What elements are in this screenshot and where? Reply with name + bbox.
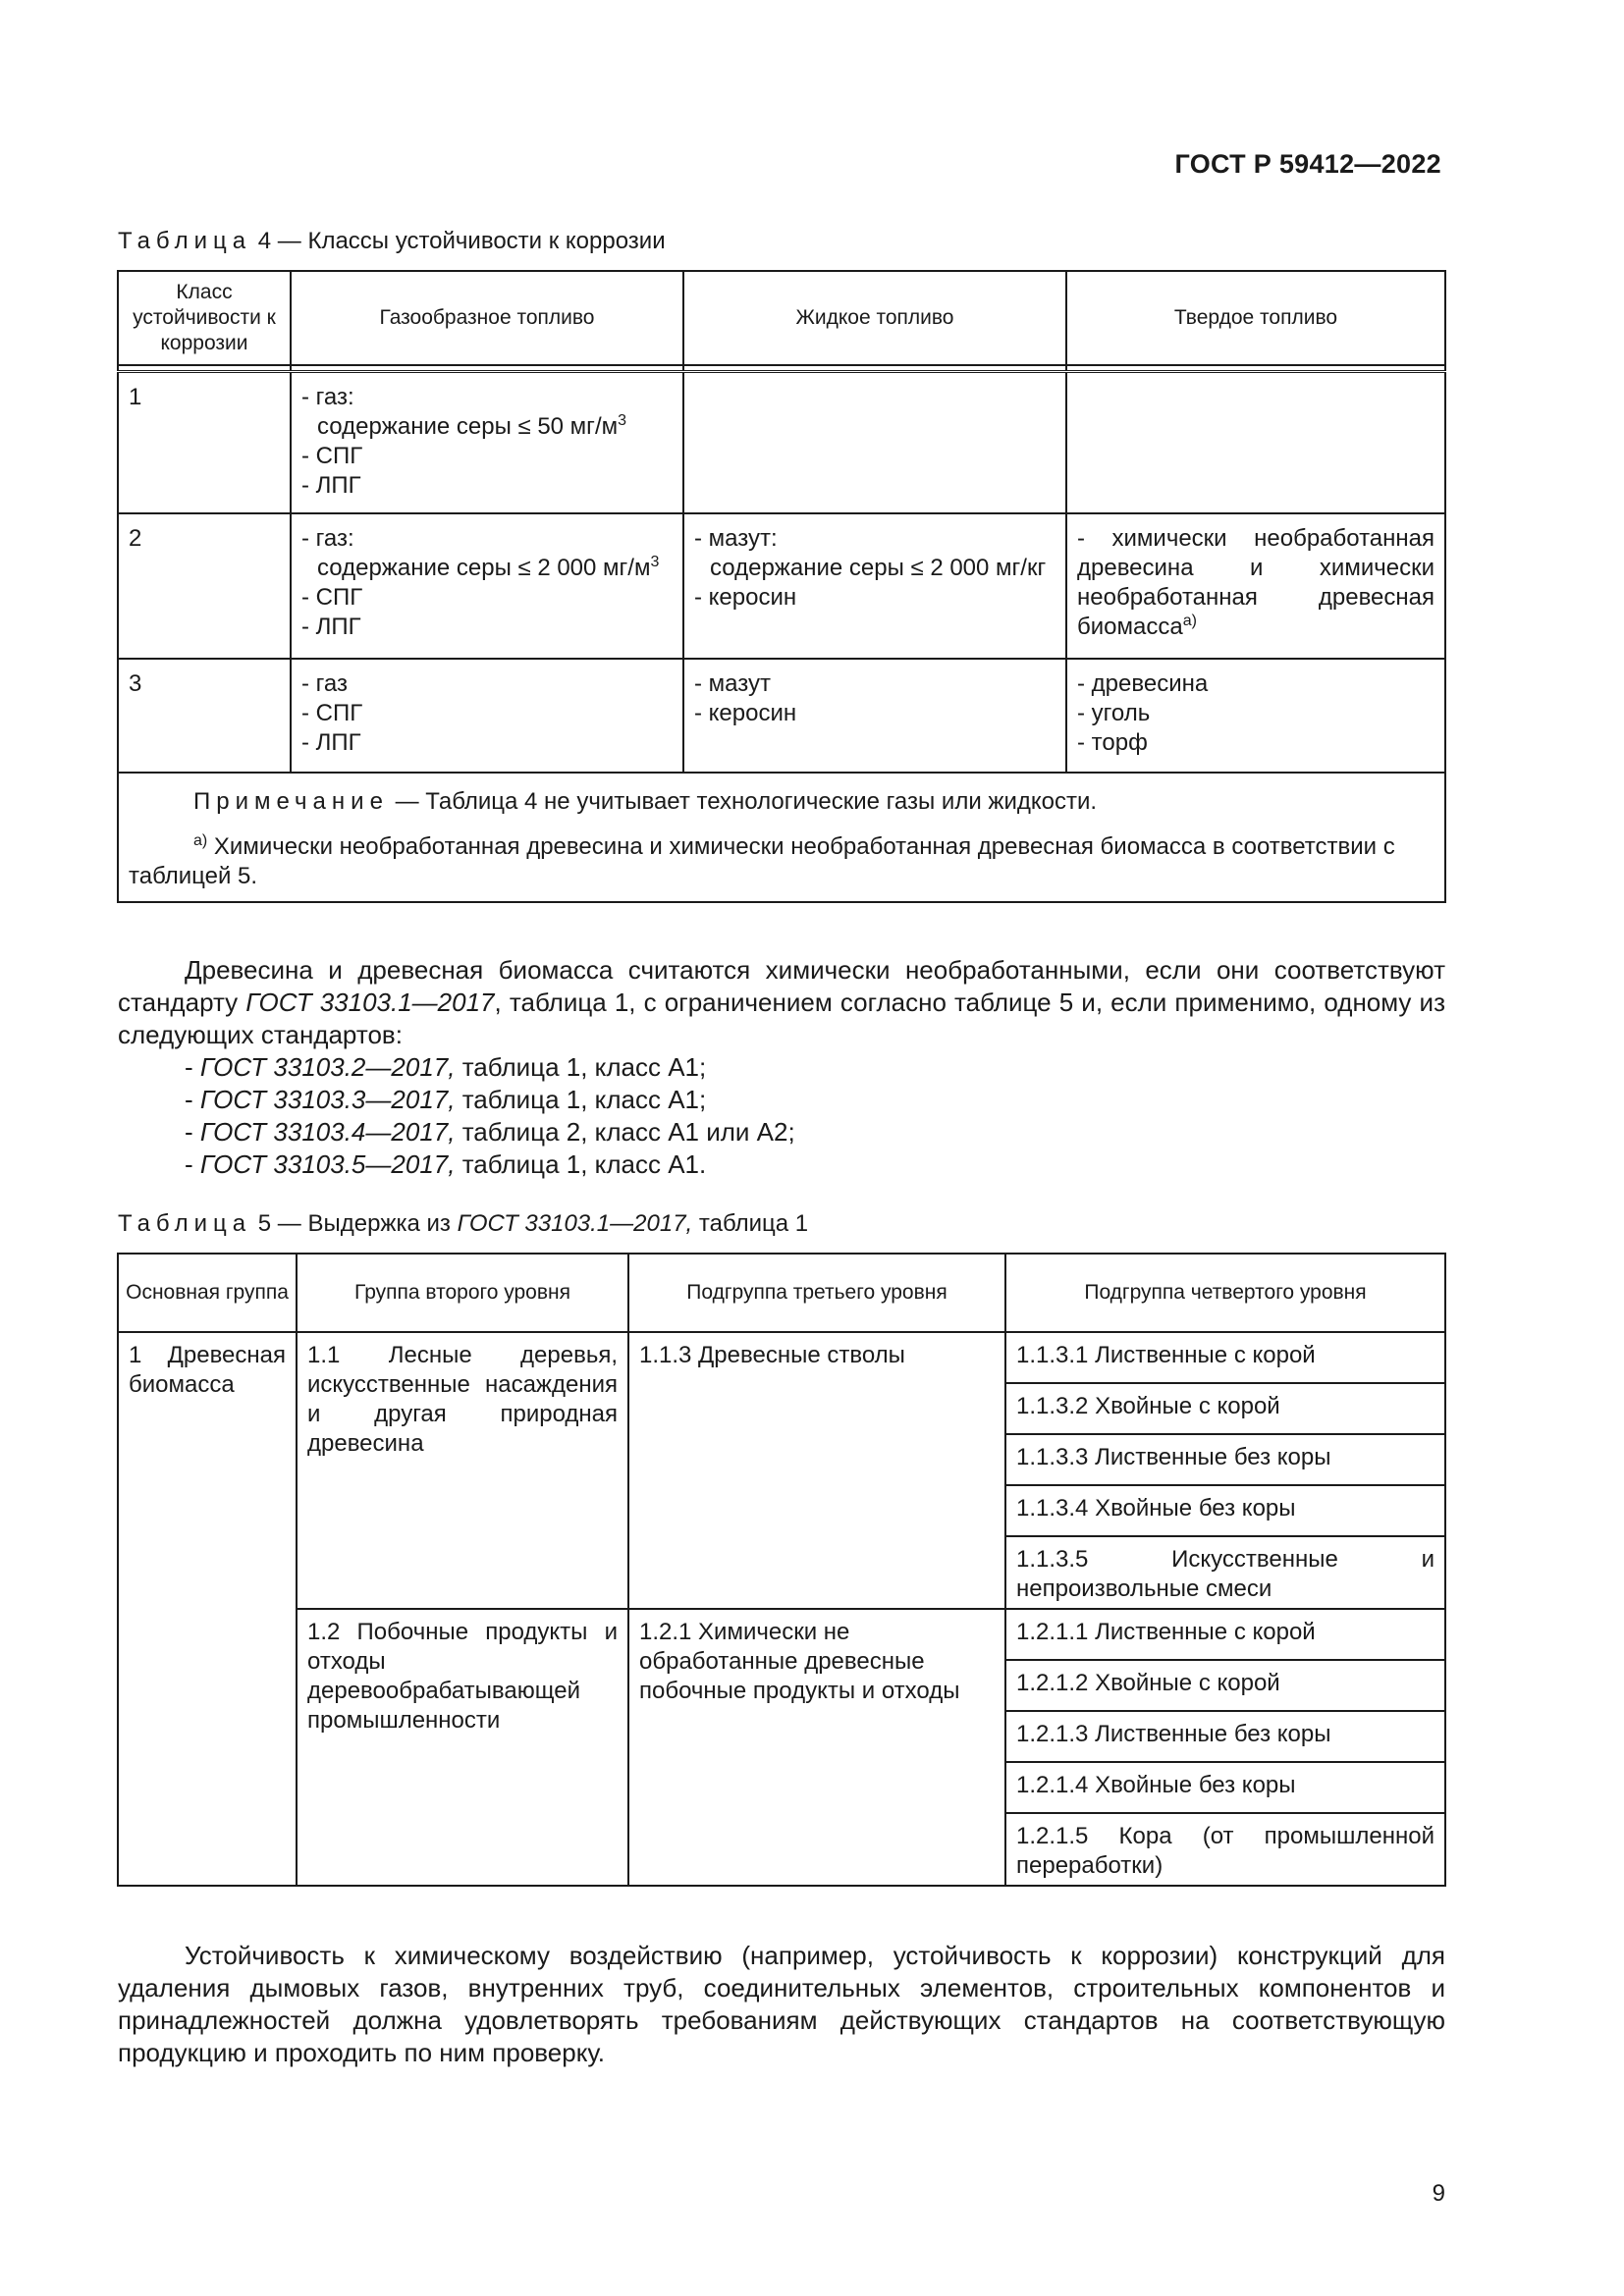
table4-caption-title: 4 — Классы устойчивости к коррозии — [257, 228, 666, 254]
table4-caption-word: Таблица — [118, 228, 252, 254]
table5-main-group-cell: 1 Древесная биомасса — [118, 1332, 297, 1886]
footnote-text: Химически необработанная древесина и химически необработанная древесная биомасса в соответствии с таблицей 5. — [129, 832, 1395, 889]
standard-header: ГОСТ Р 59412—2022 — [1174, 149, 1441, 179]
table5-subgroup-cell: 1.2.1 Химически не обработанные древесные побочные продукты и отходы — [628, 1609, 1005, 1886]
table-row — [118, 659, 1445, 773]
table4-liquid-cell — [683, 372, 1066, 513]
table5-item-cell: 1.1.3.5 Искусственные и непроизвольные смеси — [1005, 1536, 1445, 1609]
table4-note-row — [118, 773, 1445, 902]
table5-col-third-level: Подгруппа третьего уровня — [628, 1254, 1005, 1332]
text-run: 5 — Выдержка из — [257, 1210, 458, 1237]
table4-col-class: Класс устойчивости к коррозии — [118, 271, 291, 365]
standard-ref: ГОСТ 33103.3—2017, — [199, 1085, 456, 1114]
table4-gas-cell — [291, 659, 683, 773]
standard-ref: ГОСТ 33103.1—2017 — [245, 988, 495, 1017]
cell-line: - ЛПГ — [301, 472, 361, 499]
table4-solid-cell — [1066, 659, 1445, 773]
paragraph: Устойчивость к химическому воздействию (например, устойчивость к коррозии) конструкций для удаления дымовых газов, внутренних труб, соединительных элементов, строительных компонентов и принадлежностей должна удовлетворять требованиям действующих стандартов на соответствующую продукцию и проходить по ним проверку. — [118, 1941, 1445, 2067]
cell-line: - керосин — [694, 583, 797, 611]
table4-header-row — [118, 271, 1445, 365]
cell-line: - уголь — [1077, 699, 1151, 726]
table5-item-cell: 1.2.1.2 Хвойные с корой — [1005, 1660, 1445, 1711]
cell-line: - мазут: — [694, 524, 778, 552]
standard-ref: ГОСТ 33103.2—2017, — [199, 1052, 456, 1082]
table4-class-cell: 1 — [118, 372, 291, 513]
list-item: - ГОСТ 33103.4—2017, таблица 2, класс А1 или А2; — [185, 1117, 795, 1147]
table4-col-gas: Газообразное топливо — [291, 271, 683, 365]
table5-col-second-level: Группа второго уровня — [297, 1254, 628, 1332]
table-row — [118, 372, 1445, 513]
table5-item-cell: 1.1.3.4 Хвойные без коры — [1005, 1485, 1445, 1536]
standard-ref: ГОСТ 33103.1—2017, — [457, 1210, 693, 1237]
body-paragraph-2 — [118, 1940, 1445, 2069]
cell-line: - СПГ — [301, 443, 363, 469]
solid-fuel-text: - химически необработанная древесина и химически необработанная древесная биомасса — [1077, 524, 1435, 640]
table5-item-cell: 1.2.1.1 Лиственные с корой — [1005, 1609, 1445, 1660]
table5-caption-word: Таблица — [118, 1210, 252, 1237]
text-run: таблица 1, класс А1. — [455, 1149, 707, 1179]
table5-item-cell: 1.1.3.1 Лиственные с корой — [1005, 1332, 1445, 1383]
table4-gas-cell — [291, 372, 683, 513]
sulfur-limit-text: содержание серы ≤ 50 мг/м — [317, 413, 619, 440]
list-item: - ГОСТ 33103.2—2017, таблица 1, класс А1; — [185, 1052, 707, 1082]
table-row — [118, 513, 1445, 659]
page-number: 9 — [1432, 2180, 1445, 2207]
table5-caption — [118, 1210, 808, 1238]
cell-line: - газ: — [301, 524, 354, 552]
table4-liquid-cell — [683, 659, 1066, 773]
text-run: таблица 1, класс А1; — [455, 1085, 707, 1114]
table-row — [118, 1332, 1445, 1383]
table4-note — [129, 787, 1435, 817]
cell-line: - газ — [301, 669, 348, 697]
table5-group-cell: 1.2 Побочные продукты и отходы деревообрабатывающей промышленности — [297, 1609, 628, 1886]
text-run: таблица 1, класс А1; — [455, 1052, 707, 1082]
cell-line: - СПГ — [301, 583, 363, 611]
text-run: таблица 1 — [692, 1210, 809, 1237]
paragraph — [118, 954, 1445, 1051]
table-row — [118, 1609, 1445, 1660]
footnote-ref: а) — [1182, 612, 1197, 629]
cell-line: - древесина — [1077, 669, 1209, 697]
cell-line: - СПГ — [301, 699, 363, 726]
cell-line: - ЛПГ — [301, 613, 361, 640]
table5-header-row — [118, 1254, 1445, 1332]
table5-col-main-group: Основная группа — [118, 1254, 297, 1332]
table5-item-cell: 1.1.3.2 Хвойные с корой — [1005, 1383, 1445, 1434]
cell-line — [301, 412, 673, 442]
note-label: Примечание — [193, 787, 389, 815]
list-item: - ГОСТ 33103.5—2017, таблица 1, класс А1. — [185, 1149, 707, 1179]
superscript: 3 — [618, 412, 627, 429]
standard-ref: ГОСТ 33103.5—2017, — [199, 1149, 456, 1179]
text-run: Древесина и древесная биомасса считаются химически необработанными, если они соответствуют стандарту — [118, 955, 1445, 1017]
cell-line: - торф — [1077, 728, 1148, 756]
table4-gas-cell — [291, 513, 683, 659]
table4-caption — [118, 228, 666, 255]
table5-biomass-classification — [117, 1253, 1446, 1887]
note-text: — Таблица 4 не учитывает технологические газы или жидкости. — [395, 787, 1098, 815]
cell-line: - керосин — [694, 699, 797, 726]
table4-note-cell — [118, 773, 1445, 902]
text-run: , таблица 1, с ограничением согласно таблице 5 и, если применимо, одному из следующих стандартов: — [118, 988, 1445, 1049]
table4-liquid-cell — [683, 513, 1066, 659]
table5-col-fourth-level: Подгруппа четвертого уровня — [1005, 1254, 1445, 1332]
text-run: таблица 2, класс А1 или А2; — [455, 1117, 795, 1147]
cell-line — [301, 554, 673, 583]
superscript: 3 — [650, 553, 660, 570]
cell-line: - мазут — [694, 669, 771, 697]
body-paragraph-1 — [118, 954, 1445, 1181]
table4-footnote — [129, 832, 1435, 891]
table4-col-solid: Твердое топливо — [1066, 271, 1445, 365]
table5-item-cell: 1.1.3.3 Лиственные без коры — [1005, 1434, 1445, 1485]
list-item: - ГОСТ 33103.3—2017, таблица 1, класс А1; — [185, 1085, 707, 1114]
standard-ref: ГОСТ 33103.4—2017, — [199, 1117, 456, 1147]
cell-line: - газ: — [301, 384, 354, 410]
table5-subgroup-cell: 1.1.3 Древесные стволы — [628, 1332, 1005, 1609]
table5-item-cell: 1.2.1.3 Лиственные без коры — [1005, 1711, 1445, 1762]
table4-solid-cell — [1066, 372, 1445, 513]
cell-line: содержание серы ≤ 2 000 мг/кг — [710, 554, 1047, 581]
cell-line: - ЛПГ — [301, 728, 361, 756]
table4-col-liquid: Жидкое топливо — [683, 271, 1066, 365]
table4-class-cell: 2 — [118, 513, 291, 659]
sulfur-limit-text: содержание серы ≤ 2 000 мг/м — [317, 554, 651, 581]
table4-corrosion-classes — [117, 270, 1446, 903]
table4-solid-cell — [1066, 513, 1445, 659]
table5-item-cell: 1.2.1.5 Кора (от промышленной переработки) — [1005, 1813, 1445, 1886]
table4-class-cell: 3 — [118, 659, 291, 773]
footnote-mark: а) — [193, 831, 208, 849]
table5-item-cell: 1.2.1.4 Хвойные без коры — [1005, 1762, 1445, 1813]
table5-group-cell: 1.1 Лесные деревья, искусственные насаждения и другая природная древесина — [297, 1332, 628, 1609]
